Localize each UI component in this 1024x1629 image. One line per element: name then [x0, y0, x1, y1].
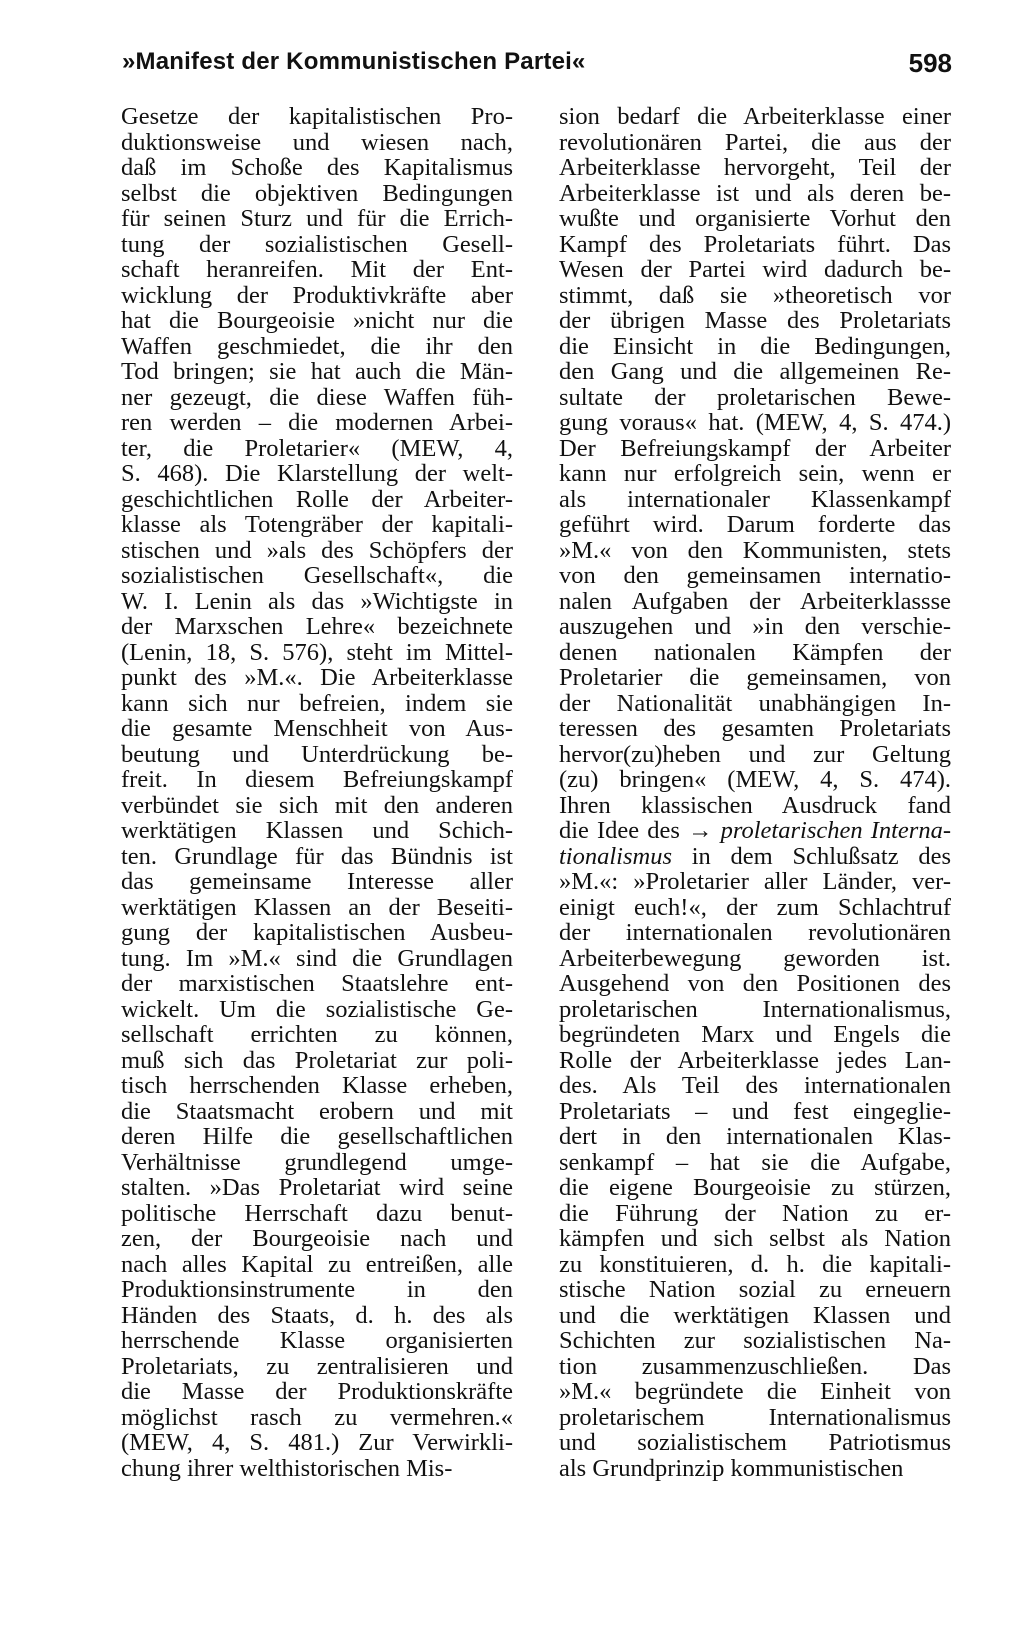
text-line: werktätigen Klassen und Schich- — [121, 818, 513, 844]
text-line: Arbeiterklasse hervorgeht, Teil der — [559, 155, 951, 181]
text-line: (Lenin, 18, S. 576), steht im Mittel- — [121, 639, 513, 665]
text-line: klasse als Totengräber der kapitali- — [121, 512, 513, 538]
text-line: werktätigen Klassen an der Beseiti- — [121, 894, 513, 920]
text-line: Händen des Staats, d. h. des als — [121, 1302, 513, 1328]
text-line: revolutionären Partei, die aus der — [559, 129, 951, 155]
text-line: als Grundprinzip kommunistischen — [559, 1455, 904, 1481]
text-line: ter, die Proletarier« (MEW, 4, — [121, 435, 513, 461]
text-line: selbst die objektiven Bedingungen — [121, 180, 513, 206]
text-line: zen, der Bourgeoisie nach und — [121, 1226, 513, 1252]
text-line: der internationalen revolutionären — [559, 920, 951, 946]
text-line: Kampf des Proletariats führt. Das — [559, 231, 951, 257]
text-line: kämpfen und sich selbst als Nation — [559, 1226, 951, 1252]
text-line: die Führung der Nation zu er- — [559, 1200, 951, 1226]
text-line: proletarischem Internationalismus — [559, 1404, 951, 1430]
text-line: deren Hilfe die gesellschaftlichen — [121, 1124, 513, 1150]
text-line: senkampf – hat sie die Aufgabe, — [559, 1149, 951, 1175]
text-line: ren werden – die modernen Arbei- — [121, 410, 513, 436]
text-line: stimmt, daß sie »theoretisch vor — [559, 282, 951, 308]
text-line: des. Als Teil des internationalen — [559, 1073, 951, 1099]
text-line: von den gemeinsamen internatio- — [559, 563, 951, 589]
text-line: auszugehen und »in den verschie- — [559, 614, 951, 640]
text-line: ner gezeugt, die diese Waffen füh- — [121, 384, 513, 410]
crossref-term: proletarischen Interna- — [720, 818, 951, 844]
text-line: Ausgehend von den Positionen des — [559, 971, 951, 997]
text-line: zu konstituieren, d. h. die kapitali- — [559, 1251, 951, 1277]
text-line: und die werktätigen Klassen und — [559, 1302, 951, 1328]
text-line: Produktionsinstrumente in den — [121, 1277, 513, 1303]
text-line: als internationaler Klassenkampf — [559, 486, 951, 512]
text-line: stische Nation sozial zu erneuern — [559, 1277, 951, 1303]
text-line: nach alles Kapital zu entreißen, alle — [121, 1251, 513, 1277]
text-line: tisch herrschenden Klasse erheben, — [121, 1073, 513, 1099]
text-line: für seinen Sturz und für die Errich- — [121, 206, 513, 232]
text-line: einigt euch!«, der zum Schlachtruf — [559, 894, 951, 920]
page-header — [122, 48, 952, 84]
text-line: die Masse der Produktionskräfte — [121, 1379, 513, 1405]
text-line: chung ihrer welthistorischen Mis- — [121, 1455, 453, 1481]
text-line: Proletariats – und fest eingeglie- — [559, 1098, 951, 1124]
text-line: tionalismus in dem Schlußsatz des — [559, 843, 951, 869]
text-line: gung der kapitalistischen Ausbeu- — [121, 920, 513, 946]
text-line: den Gang und die allgemeinen Re- — [559, 359, 951, 385]
text-line: W. I. Lenin als das »Wichtigste in — [121, 588, 513, 614]
text-line: Tod bringen; sie hat auch die Män- — [121, 359, 513, 385]
text-line: stischen und »als des Schöpfers der — [121, 537, 513, 563]
text-line: hervor(zu)heben und zur Geltung — [559, 741, 951, 767]
text-line: Schichten zur sozialistischen Na- — [559, 1328, 951, 1354]
text-line: schaft heranreifen. Mit der Ent- — [121, 257, 513, 283]
text-line: kann sich nur befreien, indem sie — [121, 690, 513, 716]
text-line: die eigene Bourgeoisie zu stürzen, — [559, 1175, 951, 1201]
text-line: Proletariats, zu zentralisieren und — [121, 1353, 513, 1379]
text-line: Der Befreiungskampf der Arbeiter — [559, 435, 951, 461]
text-line: geführt wird. Darum forderte das — [559, 512, 951, 538]
text-line: daß im Schoße des Kapitalismus — [121, 155, 513, 181]
text-line: die Staatsmacht erobern und mit — [121, 1098, 513, 1124]
text-line: Arbeiterklasse ist und als deren be- — [559, 180, 951, 206]
text-line: verbündet sie sich mit den anderen — [121, 792, 513, 818]
text-line: Arbeiterbewegung geworden ist. — [559, 945, 951, 971]
text-line: tion zusammenzuschließen. Das — [559, 1353, 951, 1379]
page-number: 598 — [908, 48, 952, 78]
text-line: ten. Grundlage für das Bündnis ist — [121, 843, 513, 869]
text-line: Waffen geschmiedet, die ihr den — [121, 333, 513, 359]
text-line: Proletarier die gemeinsamen, von — [559, 665, 951, 691]
text-line: beutung und Unterdrückung be- — [121, 741, 513, 767]
text-line: (zu) bringen« (MEW, 4, S. 474). — [559, 767, 951, 793]
text-line: sozialistischen Gesellschaft«, die — [121, 563, 513, 589]
text-line: stalten. »Das Proletariat wird seine — [121, 1175, 513, 1201]
text-line: wußte und organisierte Vorhut den — [559, 206, 951, 232]
text-line: gung voraus« hat. (MEW, 4, S. 474.) — [559, 410, 951, 436]
text-line: sion bedarf die Arbeiterklasse einer — [559, 104, 951, 130]
right-column — [559, 104, 951, 1481]
text-line: Ihren klassischen Ausdruck fand — [559, 792, 951, 818]
text-line: der Nationalität unabhängigen In- — [559, 690, 951, 716]
text-line: (MEW, 4, S. 481.) Zur Verwirkli- — [121, 1430, 513, 1456]
text-line: nalen Aufgaben der Arbeiterklassse — [559, 588, 951, 614]
text-line: Verhältnisse grundlegend umge- — [121, 1149, 513, 1175]
text-line: der marxistischen Staatslehre ent- — [121, 971, 513, 997]
text-line: »M.« von den Kommunisten, stets — [559, 537, 951, 563]
text-line: »M.«: »Proletarier aller Länder, ver- — [559, 869, 951, 895]
text-line: dert in den internationalen Klas- — [559, 1124, 951, 1150]
text-line: duktionsweise und wiesen nach, — [121, 129, 513, 155]
text-line: und sozialistischem Patriotismus — [559, 1430, 951, 1456]
left-column — [121, 104, 513, 1481]
running-head: »Manifest der Kommunistischen Partei« — [122, 48, 586, 75]
text-line: tung der sozialistischen Gesell- — [121, 231, 513, 257]
text-line: tung. Im »M.« sind die Grundlagen — [121, 945, 513, 971]
text-line: wickelt. Um die sozialistische Ge- — [121, 996, 513, 1022]
text-line: politische Herrschaft dazu benut- — [121, 1200, 513, 1226]
text-line: teressen des gesamten Proletariats — [559, 716, 951, 742]
text-line: Rolle der Arbeiterklasse jedes Lan- — [559, 1047, 951, 1073]
text-line: Gesetze der kapitalistischen Pro- — [121, 104, 513, 130]
text-line: der übrigen Masse des Proletariats — [559, 308, 951, 334]
text-line: denen nationalen Kämpfen der — [559, 639, 951, 665]
crossref-term: tionalismus — [559, 843, 672, 869]
text-line: proletarischen Internationalismus, — [559, 996, 951, 1022]
text-line: das gemeinsame Interesse aller — [121, 869, 513, 895]
text-line: kann nur erfolgreich sein, wenn er — [559, 461, 951, 487]
text-line: freit. In diesem Befreiungskampf — [121, 767, 513, 793]
text-line: die Einsicht in die Bedingungen, — [559, 333, 951, 359]
text-line: sultate der proletarischen Bewe- — [559, 384, 951, 410]
text-line: der Marxschen Lehre« bezeichnete — [121, 614, 513, 640]
text-line: S. 468). Die Klarstellung der welt- — [121, 461, 513, 487]
text-line: möglichst rasch zu vermehren.« — [121, 1404, 513, 1430]
text-line: punkt des »M.«. Die Arbeiterklasse — [121, 665, 513, 691]
text-line: wicklung der Produktivkräfte aber — [121, 282, 513, 308]
text-line: sellschaft errichten zu können, — [121, 1022, 513, 1048]
text-line: die Idee des → proletarischen Interna- — [559, 818, 951, 844]
text-line: die gesamte Menschheit von Aus- — [121, 716, 513, 742]
text-line: geschichtlichen Rolle der Arbeiter- — [121, 486, 513, 512]
text-line: muß sich das Proletariat zur poli- — [121, 1047, 513, 1073]
text-line: hat die Bourgeoisie »nicht nur die — [121, 308, 513, 334]
text-line: herrschende Klasse organisierten — [121, 1328, 513, 1354]
text-line: Wesen der Partei wird dadurch be- — [559, 257, 951, 283]
text-line: begründeten Marx und Engels die — [559, 1022, 951, 1048]
text-line: »M.« begründete die Einheit von — [559, 1379, 951, 1405]
